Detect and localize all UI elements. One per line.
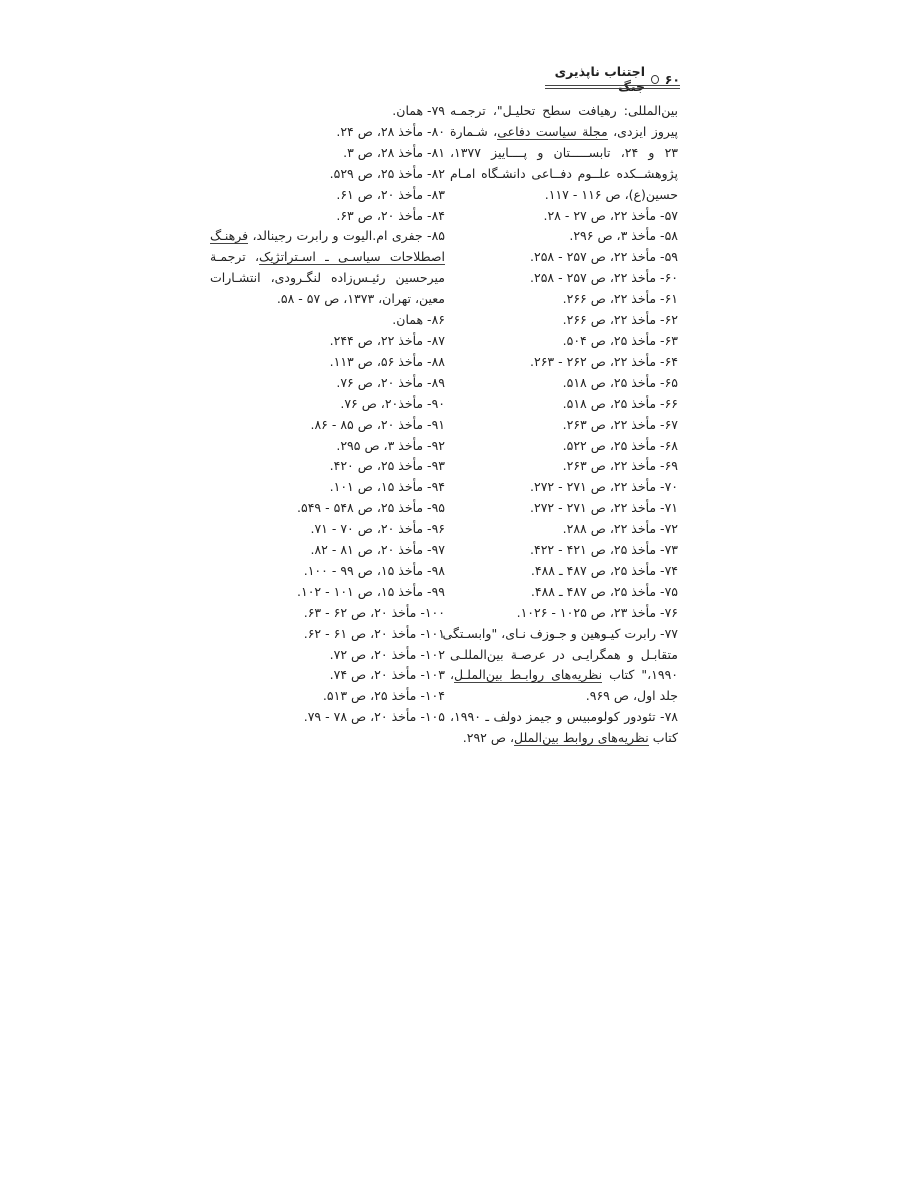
note-line: ۵۹- مأخذ ۲۲، ص ۲۵۷ - ۲۵۸. (530, 249, 678, 265)
note-line: ۸۳- مأخذ ۲۰، ص ۶۱. (336, 186, 445, 202)
note-line: ۹۹- مأخذ ۱۵، ص ۱۰۱ - ۱۰۲. (297, 583, 445, 599)
note-line: ۵۷- مأخذ ۲۲، ص ۲۷ - ۲۸. (543, 207, 678, 223)
note-line: ۶۸- مأخذ ۲۵، ص ۵۲۲. (562, 437, 678, 453)
note-line: ۷۲- مأخذ ۲۲، ص ۲۸۸. (562, 521, 678, 537)
note-line: ۱۰۵- مأخذ ۲۰، ص ۷۸ - ۷۹. (303, 709, 445, 725)
note-line: ۷۰- مأخذ ۲۲، ص ۲۷۱ - ۲۷۲. (530, 479, 678, 495)
note-line: ۹۰- مأخذ۲۰، ص ۷۶. (340, 395, 445, 411)
note-line: ۸۱- مأخذ ۲۸، ص ۳. (343, 144, 445, 160)
note-line: ۷۴- مأخذ ۲۵، ص ۴۸۷ ـ ۴۸۸. (530, 562, 678, 578)
note-line: ۸۴- مأخذ ۲۰، ص ۶۳. (336, 207, 445, 223)
note-line: ۷۹- همان. (392, 103, 445, 118)
note-line: ۷۵- مأخذ ۲۵، ص ۴۸۷ ـ ۴۸۸. (530, 583, 678, 599)
underlined-title: نظریه‌های روابـط بین‌الملـل (454, 667, 603, 683)
note-line: ۷۷- رابرت کیـوهین و جـوزف نـای، "وابسـتگی (442, 625, 678, 641)
note-line: ۶۰- مأخذ ۲۲، ص ۲۵۷ - ۲۵۸. (530, 270, 678, 286)
note-line: ۷۱- مأخذ ۲۲، ص ۲۷۱ - ۲۷۲. (530, 500, 678, 516)
note-line: ۲۳ و ۲۴، تابســـــتان و پــــاییز ۱۳۷۷، (450, 144, 679, 160)
note-line: ۹۸- مأخذ ۱۵، ص ۹۹ - ۱۰۰. (303, 562, 445, 578)
note-line: پژوهشــکده علــوم دفــاعی دانشـگاه امـام (450, 165, 678, 181)
note-line: بین‌المللی: رهیافت سطح تحلیـل"، ترجمـه (450, 103, 678, 118)
note-line: ۸۹- مأخذ ۲۰، ص ۷۶. (336, 374, 445, 390)
note-line: ۶۵- مأخذ ۲۵، ص ۵۱۸. (562, 374, 678, 390)
note-line: ۱۰۴- مأخذ ۲۵، ص ۵۱۳. (322, 688, 445, 704)
note-line: ۸۵- جفری ام.الیوت و رابرت رجینالد، فرهنـگ (210, 228, 445, 244)
note-line: ۱۰۲- مأخذ ۲۰، ص ۷۲. (329, 646, 445, 662)
note-line: ۶۴- مأخذ ۲۲، ص ۲۶۲ - ۲۶۳. (530, 353, 678, 369)
underlined-title: اصطلاحات سیاسـی ـ اسـتراتژیک (259, 249, 446, 265)
running-header (545, 64, 680, 92)
note-line: ۶۷- مأخذ ۲۲، ص ۲۶۳. (562, 416, 678, 432)
note-line: پیروز ایزدی، مجلة سیاست دفاعی، شـمارة (450, 123, 678, 139)
notes-column-right (442, 101, 679, 749)
note-line: ۸۲- مأخذ ۲۵، ص ۵۲۹. (329, 165, 445, 181)
note-line: معین، تهران، ۱۳۷۳، ص ۵۷ - ۵۸. (276, 291, 445, 307)
note-line: ۵۸- مأخذ ۳، ص ۲۹۶. (569, 228, 678, 244)
note-line: ۱۹۹۰،" کتاب نظریه‌های روابـط بین‌الملـل، (450, 667, 678, 683)
note-line: متقابـل و همگرایـی در عرصـة بین‌المللـی (450, 646, 678, 662)
note-line: ۸۶- همان. (392, 312, 445, 328)
note-line: ۷۶- مأخذ ۲۳، ص ۱۰۲۵ - ۱۰۲۶. (516, 604, 678, 620)
page-number: ۶۰ (664, 71, 680, 87)
note-line: ۹۴- مأخذ ۱۵، ص ۱۰۱. (329, 479, 445, 495)
underlined-title: فرهنـگ (210, 228, 249, 244)
note-line: ۹۱- مأخذ ۲۰، ص ۸۵ - ۸۶. (310, 416, 445, 432)
header-rule-top (545, 85, 680, 86)
notes-column-left (210, 101, 445, 728)
note-line: ۹۷- مأخذ ۲۰، ص ۸۱ - ۸۲. (310, 542, 445, 558)
note-line: ۶۶- مأخذ ۲۵، ص ۵۱۸. (562, 395, 678, 411)
note-line: میرحسین رئیـس‌زاده لنگـرودی، انتشـارات (210, 270, 445, 286)
note-line: ۸۰- مأخذ ۲۸، ص ۲۴. (336, 123, 445, 139)
note-line: ۶۲- مأخذ ۲۲، ص ۲۶۶. (562, 312, 678, 328)
note-line: ۱۰۳- مأخذ ۲۰، ص ۷۴. (329, 667, 445, 683)
note-line: کتاب نظریه‌های روابط بین‌الملل، ص ۲۹۲. (462, 730, 678, 746)
circle-bullet-icon (651, 75, 659, 84)
note-line: ۱۰۱- مأخذ ۲۰، ص ۶۱ - ۶۲. (303, 625, 445, 641)
note-line: حسین(ع)، ص ۱۱۶ - ۱۱۷. (544, 186, 678, 202)
running-title: اجتناب ناپذیری جنگ (554, 64, 645, 94)
underlined-title: نظریه‌های روابط بین‌الملل (514, 730, 649, 746)
note-line: ۱۰۰- مأخذ ۲۰، ص ۶۲ - ۶۳. (303, 604, 445, 620)
note-line: ۸۷- مأخذ ۲۲، ص ۲۴۴. (329, 332, 445, 348)
note-line: ۷۸- تئودور کولومبیس و جیمز دولف ـ ۱۹۹۰، (450, 709, 678, 725)
note-line: جلد اول، ص ۹۶۹. (585, 688, 678, 704)
header-rule-bottom (545, 88, 680, 89)
underlined-title: مجلة سیاست دفاعی (497, 123, 608, 139)
note-line: اصطلاحات سیاسـی ـ اسـتراتژیک، ترجمـة (210, 249, 446, 265)
note-line: ۹۲- مأخذ ۳، ص ۲۹۵. (336, 437, 445, 453)
note-line: ۷۳- مأخذ ۲۵، ص ۴۲۱ - ۴۲۲. (530, 542, 678, 558)
note-line: ۶۹- مأخذ ۲۲، ص ۲۶۳. (562, 458, 678, 474)
note-line: ۹۵- مأخذ ۲۵، ص ۵۴۸ - ۵۴۹. (297, 500, 445, 516)
note-line: ۶۳- مأخذ ۲۵، ص ۵۰۴. (562, 332, 678, 348)
note-line: ۹۳- مأخذ ۲۵، ص ۴۲۰. (329, 458, 445, 474)
note-line: ۸۸- مأخذ ۵۶، ص ۱۱۳. (329, 353, 445, 369)
note-line: ۶۱- مأخذ ۲۲، ص ۲۶۶. (562, 291, 678, 307)
note-line: ۹۶- مأخذ ۲۰، ص ۷۰ - ۷۱. (310, 521, 445, 537)
